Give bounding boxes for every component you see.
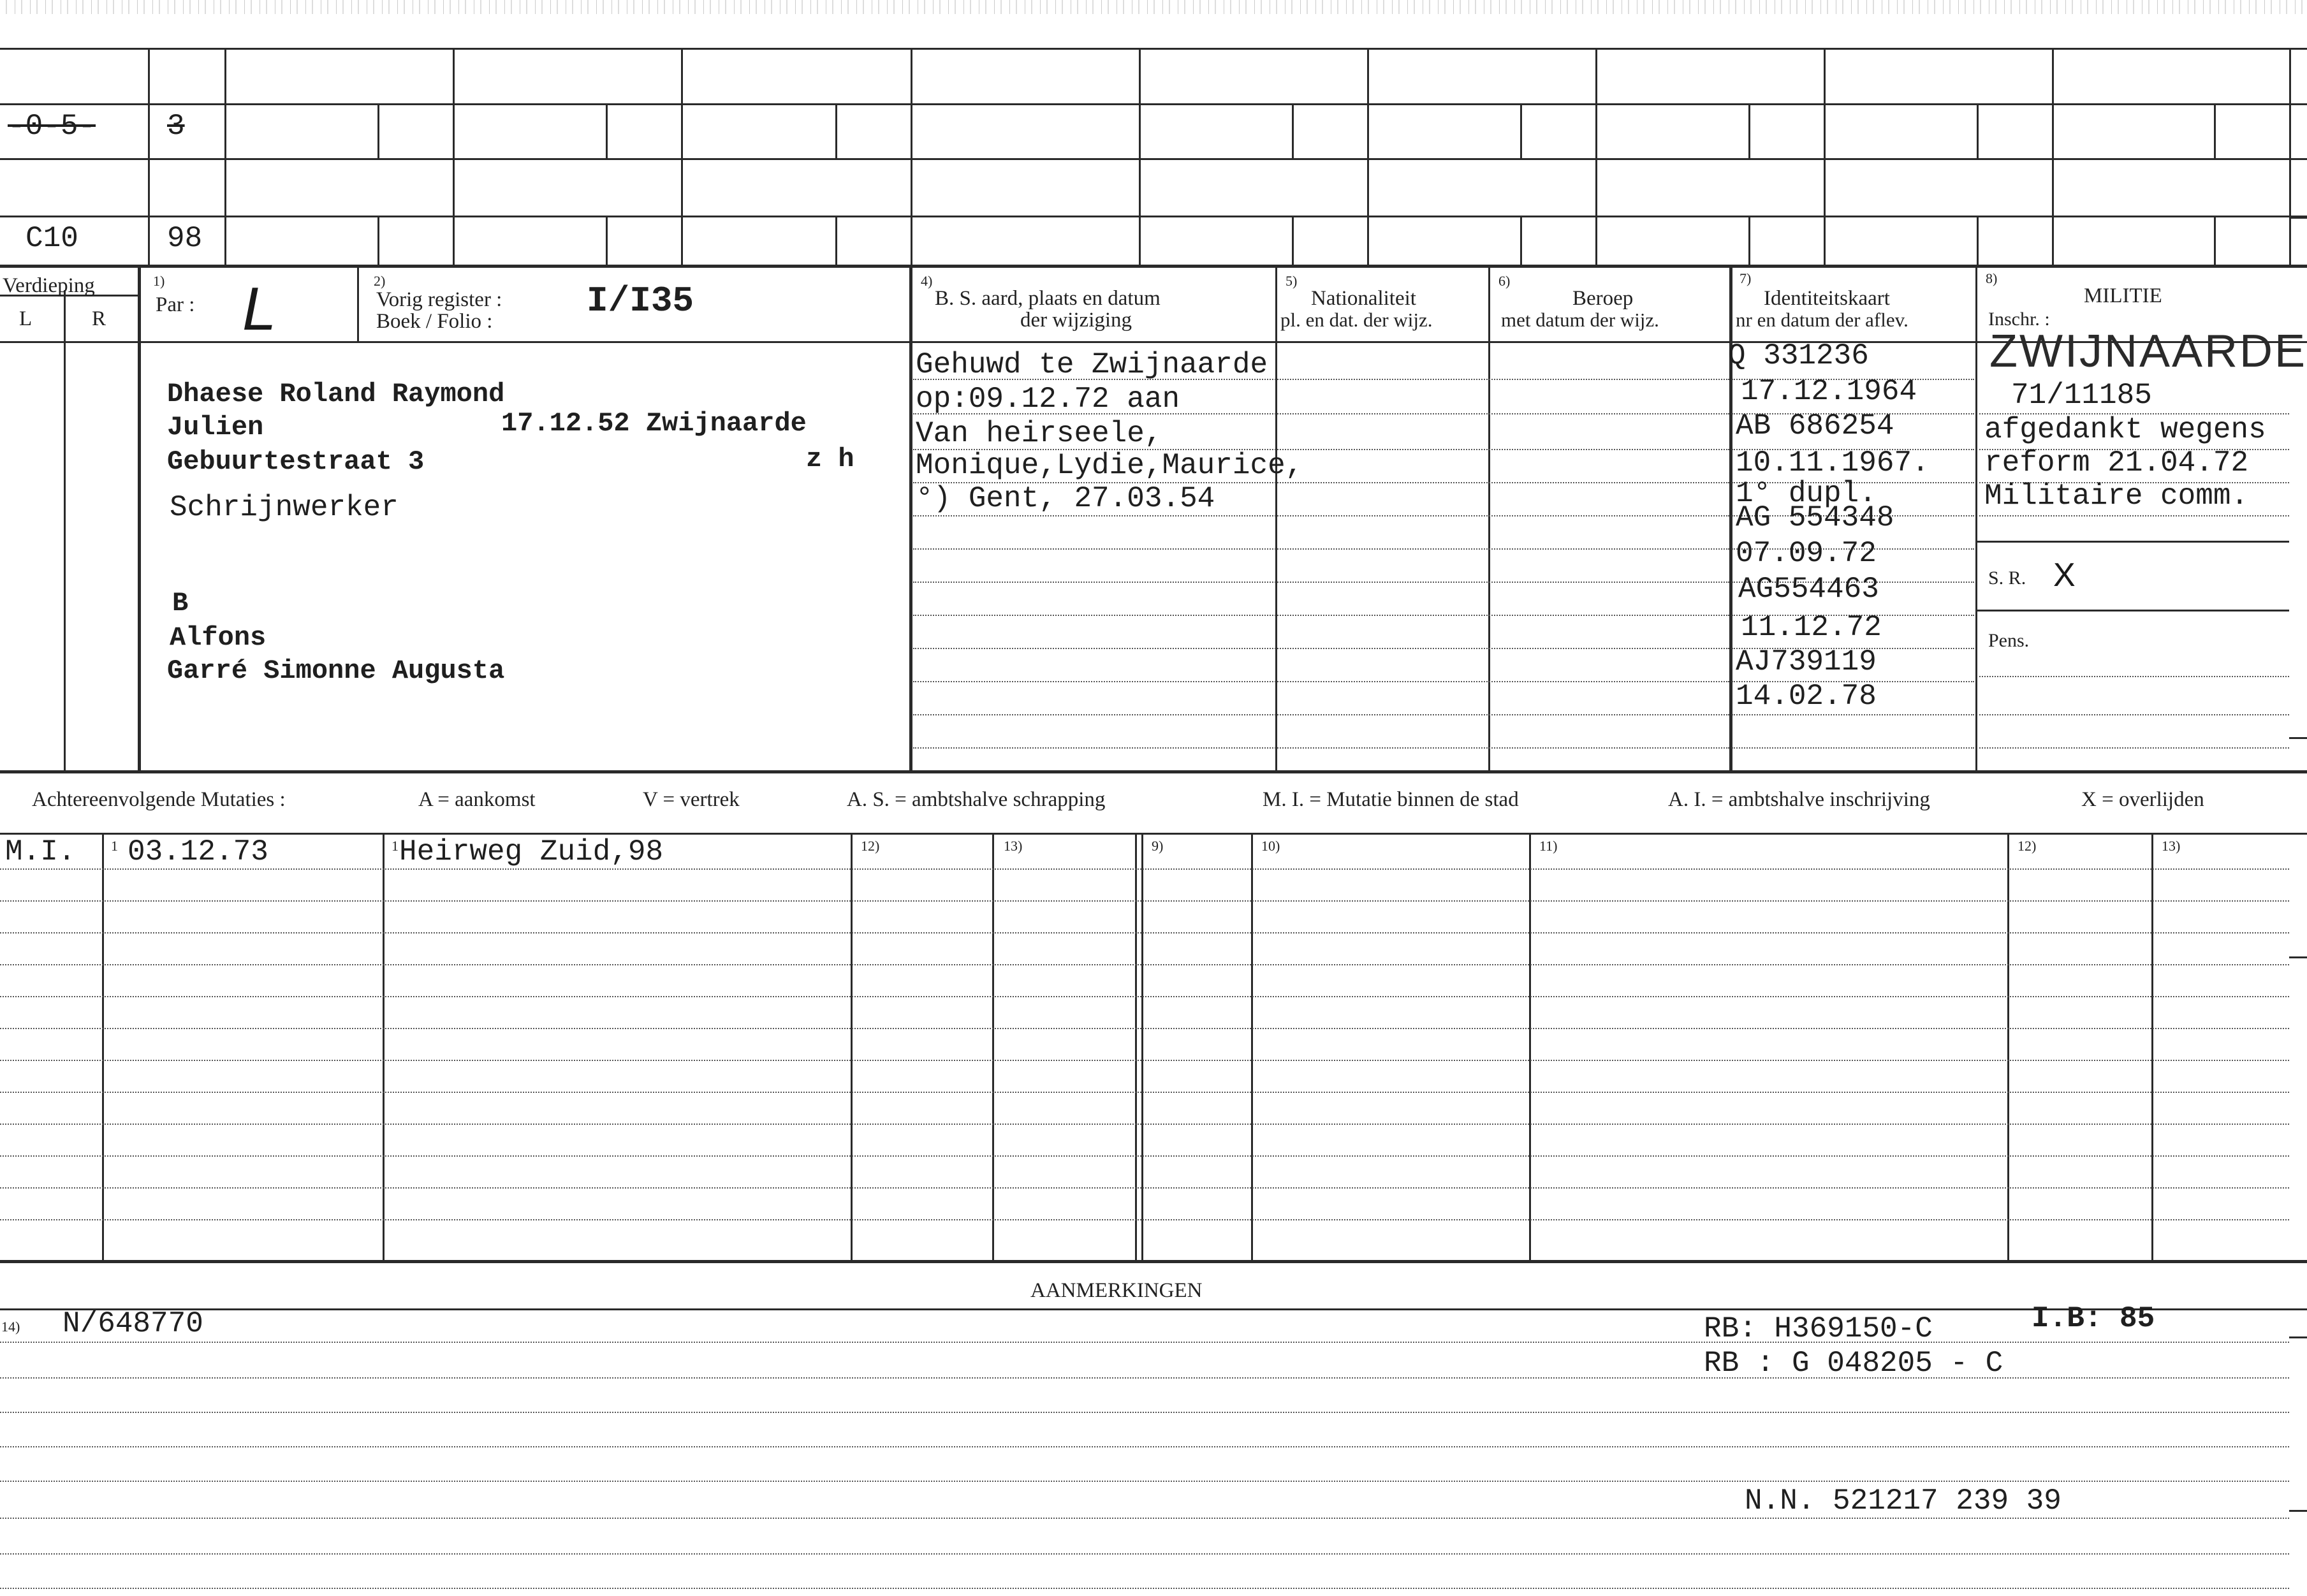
ruled-line	[0, 964, 2289, 965]
rule	[1251, 833, 1253, 1260]
ruled-line	[0, 1028, 2289, 1029]
rule	[64, 290, 66, 770]
sr-label: S. R.	[1988, 567, 2026, 589]
rule	[2289, 48, 2291, 265]
rule	[148, 48, 150, 265]
legend-mutatie: M. I. = Mutatie binnen de stad	[1263, 788, 1519, 811]
id-line: 1° dupl.	[1736, 477, 1877, 510]
rule	[138, 267, 141, 770]
field-number: 9)	[1152, 838, 1164, 854]
aanmerking-rb2: RB : G 048205 - C	[1704, 1347, 2003, 1380]
ruled-line	[0, 1187, 2289, 1189]
ruled-line	[0, 1377, 2289, 1379]
verdieping-label: Verdieping	[3, 274, 95, 297]
ruled-line	[913, 515, 1729, 516]
ruled-line	[0, 1553, 2289, 1555]
rule	[1748, 103, 1750, 158]
rule	[0, 1260, 2307, 1263]
field-number: 1	[392, 838, 399, 854]
id-line: Q 331236	[1728, 339, 1869, 372]
rule	[2007, 833, 2009, 1260]
rule	[2214, 216, 2216, 265]
rule	[1520, 103, 1522, 158]
id-line: 10.11.1967.	[1736, 446, 1930, 480]
person-name: Dhaese Roland Raymond	[167, 379, 505, 409]
person-birth: 17.12.52 Zwijnaarde	[501, 408, 807, 439]
rule	[0, 48, 2307, 50]
vorig-register-label: Vorig register :	[376, 288, 502, 311]
militie-line: 71/11185	[2011, 379, 2152, 412]
rule	[992, 833, 994, 1260]
header-code: C10	[26, 222, 78, 255]
id-line: AB 686254	[1736, 409, 1894, 443]
field-number: 8)	[1986, 270, 1998, 286]
id-line: AG554463	[1738, 573, 1879, 606]
ruled-line	[0, 1446, 2289, 1447]
aanmerking-rb1: RB: H369150-C	[1704, 1312, 1933, 1345]
rule	[1141, 833, 1143, 1260]
rule	[1135, 833, 1137, 1260]
field-number: 5)	[1285, 273, 1298, 289]
field-number: 4)	[921, 273, 933, 289]
bs-label-2: der wijziging	[1020, 309, 1132, 332]
ruled-line	[1732, 714, 1974, 715]
person-address: Gebuurtestraat 3	[167, 446, 425, 477]
rule	[0, 770, 2307, 773]
rule	[1275, 267, 1277, 770]
ruled-line	[1732, 747, 1974, 749]
person-mother: Garré Simonne Augusta	[167, 655, 505, 686]
edge-tick	[2289, 737, 2307, 739]
bs-line: Van heirseele,	[916, 417, 1162, 450]
legend-schrapping: A. S. = ambtshalve schrapping	[847, 788, 1106, 811]
identiteitskaart-label: Identiteitskaart	[1764, 287, 1890, 310]
edge-tick	[2289, 1510, 2307, 1512]
rule	[0, 103, 2307, 105]
id-line: 14.02.78	[1736, 680, 1877, 713]
ruled-line	[0, 1342, 2289, 1343]
id-line: AJ739119	[1736, 645, 1877, 678]
beroep-label: Beroep	[1572, 287, 1634, 310]
bs-line: Gehuwd te Zwijnaarde	[916, 348, 1268, 381]
pens-label: Pens.	[1988, 630, 2030, 651]
rule	[0, 265, 2307, 268]
militie-line: afgedankt wegens	[1984, 413, 2266, 446]
field-number: 12)	[2018, 838, 2037, 854]
field-number: 11)	[1539, 838, 1558, 854]
rule	[911, 48, 912, 265]
field-number: 10)	[1261, 838, 1280, 854]
identiteitskaart-sub-label: nr en datum der aflev.	[1736, 309, 1908, 331]
rule	[224, 48, 226, 265]
ruled-line	[1979, 747, 2289, 749]
ruled-line	[0, 1588, 2289, 1589]
field-number: 7)	[1739, 270, 1752, 286]
bs-label-1: B. S. aard, plaats en datum	[935, 287, 1161, 310]
rule	[1595, 48, 1597, 265]
ruled-line	[0, 868, 2289, 870]
field-number: 13)	[2162, 838, 2181, 854]
mutaties-label: Achtereenvolgende Mutaties :	[32, 788, 286, 811]
ruled-line	[913, 714, 1729, 715]
field-number: 1	[111, 838, 118, 854]
militie-label: MILITIE	[2084, 284, 2162, 307]
rule	[1367, 48, 1369, 265]
beroep-sub-label: met datum der wijz.	[1501, 309, 1659, 331]
ruled-line	[913, 548, 1729, 550]
person-sex: z h	[806, 444, 854, 474]
rule	[0, 833, 2307, 835]
verdieping-r-label: R	[92, 307, 106, 330]
rule	[851, 833, 853, 1260]
rule	[0, 341, 2307, 343]
id-line: 17.12.1964	[1741, 375, 1917, 408]
bs-line: Monique,Lydie,Maurice,	[916, 449, 1303, 482]
nationaliteit-sub-label: pl. en dat. der wijz.	[1280, 309, 1433, 331]
rule	[1977, 216, 1979, 265]
rule	[377, 216, 379, 265]
ruled-line	[0, 1412, 2289, 1413]
rule	[2052, 48, 2054, 265]
rule	[1139, 48, 1141, 265]
boek-folio-label: Boek / Folio :	[376, 310, 493, 333]
par-handwritten-mark: L	[242, 275, 277, 343]
edge-tick	[2289, 1336, 2307, 1338]
edge-tick	[2289, 217, 2307, 219]
rule	[0, 1308, 2307, 1310]
vorig-register-value: I/I35	[587, 281, 694, 321]
rule	[1292, 216, 1294, 265]
ruled-line	[0, 1092, 2289, 1093]
aanmerkingen-title: AANMERKINGEN	[1030, 1279, 1203, 1302]
rule	[1977, 610, 2289, 611]
legend-vertrek: V = vertrek	[643, 788, 740, 811]
ruled-line	[1979, 714, 2289, 715]
person-name-cont: Julien	[167, 412, 264, 443]
inschr-label: Inschr. :	[1988, 309, 2050, 330]
ruled-line	[0, 1124, 2289, 1125]
ruled-line	[1979, 676, 2289, 677]
aanmerking-nn: N.N. 521217 239 39	[1745, 1484, 2062, 1518]
mutatie-address: Heirweg Zuid,98	[399, 835, 664, 868]
aanmerking-nr: N/648770	[62, 1307, 203, 1340]
militie-line: Militaire comm.	[1984, 480, 2249, 513]
ruled-line	[913, 648, 1729, 649]
rule	[377, 103, 379, 158]
ruled-line	[913, 747, 1729, 749]
rule	[835, 216, 837, 265]
rule	[453, 48, 455, 265]
id-line: 11.12.72	[1741, 611, 1882, 644]
rule	[2214, 103, 2216, 158]
field-number: 1)	[153, 273, 165, 289]
mutatie-code: M.I.	[5, 835, 76, 868]
rule	[1488, 267, 1490, 770]
rule	[1520, 216, 1522, 265]
rule	[1977, 103, 1979, 158]
ruled-line	[0, 1219, 2289, 1220]
ruled-line	[913, 582, 1729, 583]
legend-inschrijving: A. I. = ambtshalve inschrijving	[1668, 788, 1930, 811]
bs-line: op:09.12.72 aan	[916, 383, 1180, 416]
bs-line: °) Gent, 27.03.54	[916, 482, 1215, 515]
rule	[606, 216, 608, 265]
ruled-line	[0, 900, 2289, 902]
ruled-line	[0, 996, 2289, 997]
rule	[909, 267, 912, 770]
rule	[1529, 833, 1531, 1260]
ruled-line	[0, 1155, 2289, 1157]
aanmerking-ib: I.B: 85	[2032, 1302, 2155, 1335]
mutatie-date: 03.12.73	[128, 835, 268, 868]
legend-overlijden: X = overlijden	[2081, 788, 2204, 811]
rule	[357, 267, 359, 343]
ruled-line	[0, 1060, 2289, 1061]
field-number: 14)	[1, 1319, 20, 1335]
ruled-line	[0, 1481, 2289, 1482]
verdieping-l-label: L	[19, 307, 33, 330]
id-line: 07.09.72	[1736, 537, 1877, 570]
field-number: 6)	[1498, 273, 1511, 289]
rule	[1292, 103, 1294, 158]
field-number: 2)	[374, 273, 386, 289]
ruled-line	[913, 615, 1729, 616]
rule	[606, 103, 608, 158]
header-code: 98	[167, 222, 203, 255]
militie-line: reform 21.04.72	[1984, 446, 2249, 480]
rule	[1977, 541, 2289, 543]
rule	[0, 216, 2307, 217]
ruled-line	[1979, 515, 2289, 516]
scan-noise-strip	[0, 0, 2307, 14]
rule	[681, 48, 683, 265]
header-code-crossed: -0-5-	[8, 110, 96, 143]
id-line: AG 554348	[1736, 501, 1894, 534]
person-occupation: Schrijnwerker	[170, 491, 399, 524]
edge-tick	[2289, 956, 2307, 958]
legend-aankomst: A = aankomst	[418, 788, 536, 811]
rule	[1975, 267, 1977, 770]
field-number: 13)	[1004, 838, 1023, 854]
ruled-line	[913, 681, 1729, 682]
zwijnaarde-stamp: ZWIJNAARDE	[1989, 326, 2307, 377]
person-father: Alfons	[170, 622, 267, 653]
rule	[0, 158, 2307, 160]
rule	[1748, 216, 1750, 265]
rule	[2151, 833, 2153, 1260]
field-number: 12)	[861, 838, 880, 854]
header-code-crossed: 3	[167, 110, 185, 143]
person-status-letter: B	[172, 588, 189, 619]
rule	[383, 833, 384, 1260]
nationaliteit-label: Nationaliteit	[1311, 287, 1416, 310]
ruled-line	[0, 1518, 2289, 1519]
rule	[102, 833, 104, 1260]
par-label: Par :	[156, 293, 195, 316]
ruled-line	[0, 932, 2289, 933]
sr-mark: X	[2053, 557, 2076, 594]
rule	[1824, 48, 1826, 265]
rule	[835, 103, 837, 158]
